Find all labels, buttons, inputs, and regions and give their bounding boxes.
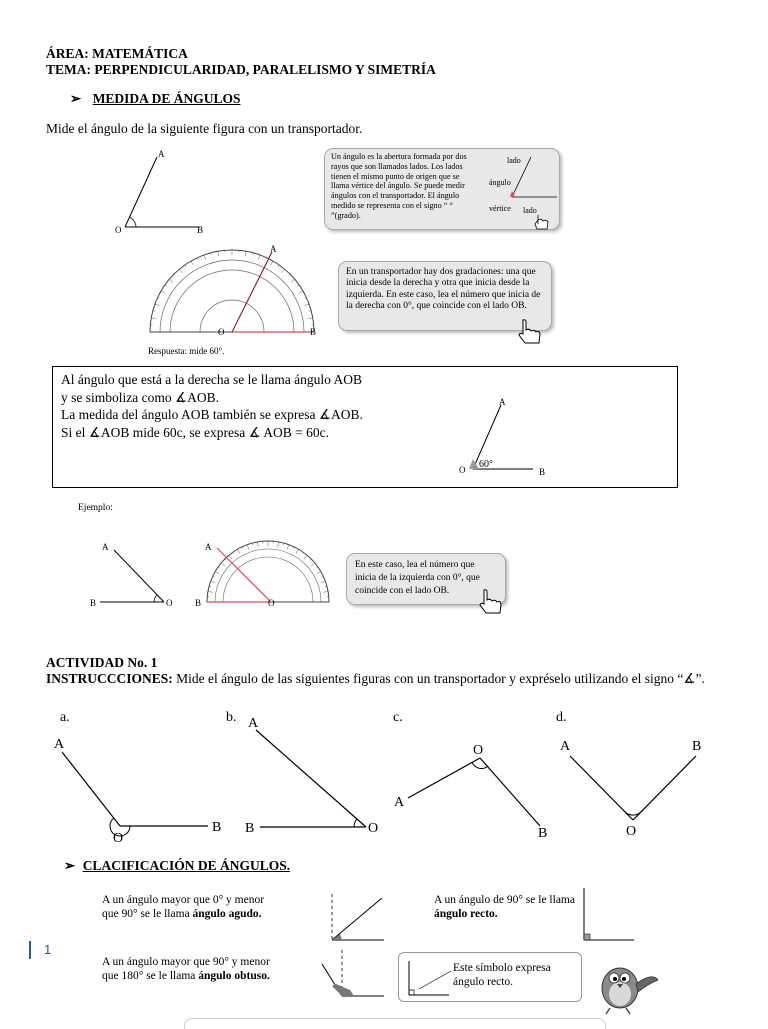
section-medida-title: MEDIDA DE ÁNGULOS xyxy=(93,91,241,106)
example-angle-figure xyxy=(88,530,188,615)
def-line-2: y se simboliza como ∡AOB. xyxy=(61,389,363,407)
ex1-label-b: B xyxy=(90,598,96,608)
page-number: 1 xyxy=(44,942,51,957)
note1-lado2-label: lado xyxy=(523,206,537,215)
recto-term: ángulo recto. xyxy=(434,908,498,920)
angle-aob-figure xyxy=(453,387,613,482)
fig1-label-a: A xyxy=(158,149,165,159)
intro-text: Mide el ángulo de la siguiente figura con un transportador. xyxy=(46,120,362,137)
section-medida xyxy=(70,91,240,106)
right-angle-symbol-figure xyxy=(405,961,455,997)
area-heading: ÁREA: MATEMÁTICA xyxy=(46,46,188,61)
angle-parts-diagram xyxy=(475,151,561,231)
hand-pointer-icon xyxy=(517,318,543,346)
fig-b-label-a: A xyxy=(248,716,259,731)
fig1-label-o: O xyxy=(115,225,122,235)
hand-pointer-icon xyxy=(478,588,504,616)
instructions-text: Mide el ángulo de las siguientes figuras con un transportador y expréselo utilizando el signo “∡”. xyxy=(176,671,705,686)
def-fig-degree: 60° xyxy=(479,459,493,470)
page-number-bar xyxy=(29,941,31,959)
fig-d-label-o: O xyxy=(626,824,636,839)
topic-heading: TEMA: PERPENDICULARIDAD, PARALELISMO Y SIMETRÍA xyxy=(46,62,436,77)
example-note-text: En este caso, lea el número que inicia de la izquierda con 0°, que coincide con el lado OB. xyxy=(355,560,480,596)
recto-text xyxy=(434,893,584,921)
ex2-label-a: A xyxy=(205,542,212,552)
activity-figures xyxy=(48,700,728,845)
fig-b-letter: b. xyxy=(226,710,237,725)
fig-a-letter: a. xyxy=(60,710,70,725)
prot1-label-b: B xyxy=(310,327,316,337)
ex2-label-o: O xyxy=(268,598,275,608)
def-fig-label-b: B xyxy=(539,467,545,477)
acute-angle-figure xyxy=(322,894,392,944)
note1-vertice-label: vértice xyxy=(489,204,511,213)
fig-b-label-o: O xyxy=(368,821,378,836)
activity-title: ACTIVIDAD No. 1 xyxy=(46,655,157,670)
fig-a-label-b: B xyxy=(212,820,221,835)
def-fig-label-o: O xyxy=(459,465,466,475)
right-angle-figure xyxy=(578,888,638,944)
obtuse-angle-figure xyxy=(320,950,390,1002)
obtuso-term: ángulo obtuso. xyxy=(198,970,270,982)
fig-c-label-b: B xyxy=(538,826,547,841)
note1-angulo-label: ángulo xyxy=(489,178,511,187)
obtuso-text xyxy=(102,955,282,983)
instructions-label: INSTRUCCCIONES: xyxy=(46,671,173,686)
agudo-text xyxy=(102,893,282,921)
fig-d-label-a: A xyxy=(560,739,571,754)
fig-b-label-b: B xyxy=(245,821,254,836)
def-line-1: Al ángulo que está a la derecha se le llama ángulo AOB xyxy=(61,371,363,389)
def-line-3: La medida del ángulo AOB también se expresa ∡AOB. xyxy=(61,406,363,424)
fig-c-letter: c. xyxy=(393,710,403,725)
activity-instructions xyxy=(46,670,705,687)
agudo-desc: A un ángulo mayor que 0° y menor que 90° se le llama xyxy=(102,894,264,920)
prot1-label-a: A xyxy=(270,244,277,254)
symbol-note-text: Este símbolo expresa ángulo recto. xyxy=(453,961,573,989)
agudo-term: ángulo agudo. xyxy=(193,908,262,920)
section-clasificacion-title: CLACIFICACIÓN DE ÁNGULOS. xyxy=(83,858,290,873)
example-label: Ejemplo: xyxy=(78,503,113,513)
note1-lado-label: lado xyxy=(507,156,521,165)
protractor-figure-1 xyxy=(140,240,330,360)
arrow-bullet-icon: ➢ xyxy=(70,91,81,106)
example-protractor xyxy=(195,536,335,616)
bird-mascot-icon xyxy=(592,950,662,1016)
note1-text: Un ángulo es la abertura formada por dos rayos que son llamados lados. Los lados tienen el mismo punto de origen que se llama vértice del ángulo. Se puede medir ángulos con el transportador. El ángulo medido se representa con el signo “ ° ”(grado). xyxy=(331,152,476,221)
ex1-label-o: O xyxy=(166,598,173,608)
prot1-answer: Respuesta: mide 60°. xyxy=(148,346,224,356)
ex2-label-b: B xyxy=(195,598,201,608)
prot1-label-o: O xyxy=(218,327,225,337)
angle-definition-note xyxy=(324,148,560,230)
fig1-label-b: B xyxy=(197,225,203,235)
angle-figure-1 xyxy=(112,145,217,240)
def-line-4: Si el ∡AOB mide 60c, se expresa ∡ AOB = 60c. xyxy=(61,424,363,442)
note2-text: En un transportador hay dos gradaciones: una que inicia desde la derecha y otra que inicia desde la izquierda. En este caso, lea el número que inicia de la derecha con 0°, que coincide con el lado OB. xyxy=(346,267,540,311)
definition-box xyxy=(52,366,678,488)
obtuso-desc: A un ángulo mayor que 90° y menor que 180° se le llama xyxy=(102,956,270,982)
section-clasificacion xyxy=(64,858,290,873)
fig-c-label-o: O xyxy=(473,743,483,758)
def-fig-label-a: A xyxy=(499,397,506,407)
fig-d-letter: d. xyxy=(556,710,567,725)
fig-a-label-o: O xyxy=(113,831,123,846)
recto-desc: A un ángulo de 90° se le llama xyxy=(434,894,575,906)
right-angle-symbol-note xyxy=(398,952,582,1002)
hand-pointer-icon xyxy=(535,215,548,229)
fig-a-label-a: A xyxy=(54,737,65,752)
arrow-bullet-icon: ➢ xyxy=(64,858,75,873)
ex1-label-a: A xyxy=(102,542,109,552)
fig-d-label-b: B xyxy=(692,739,701,754)
fig-c-label-a: A xyxy=(394,795,405,810)
